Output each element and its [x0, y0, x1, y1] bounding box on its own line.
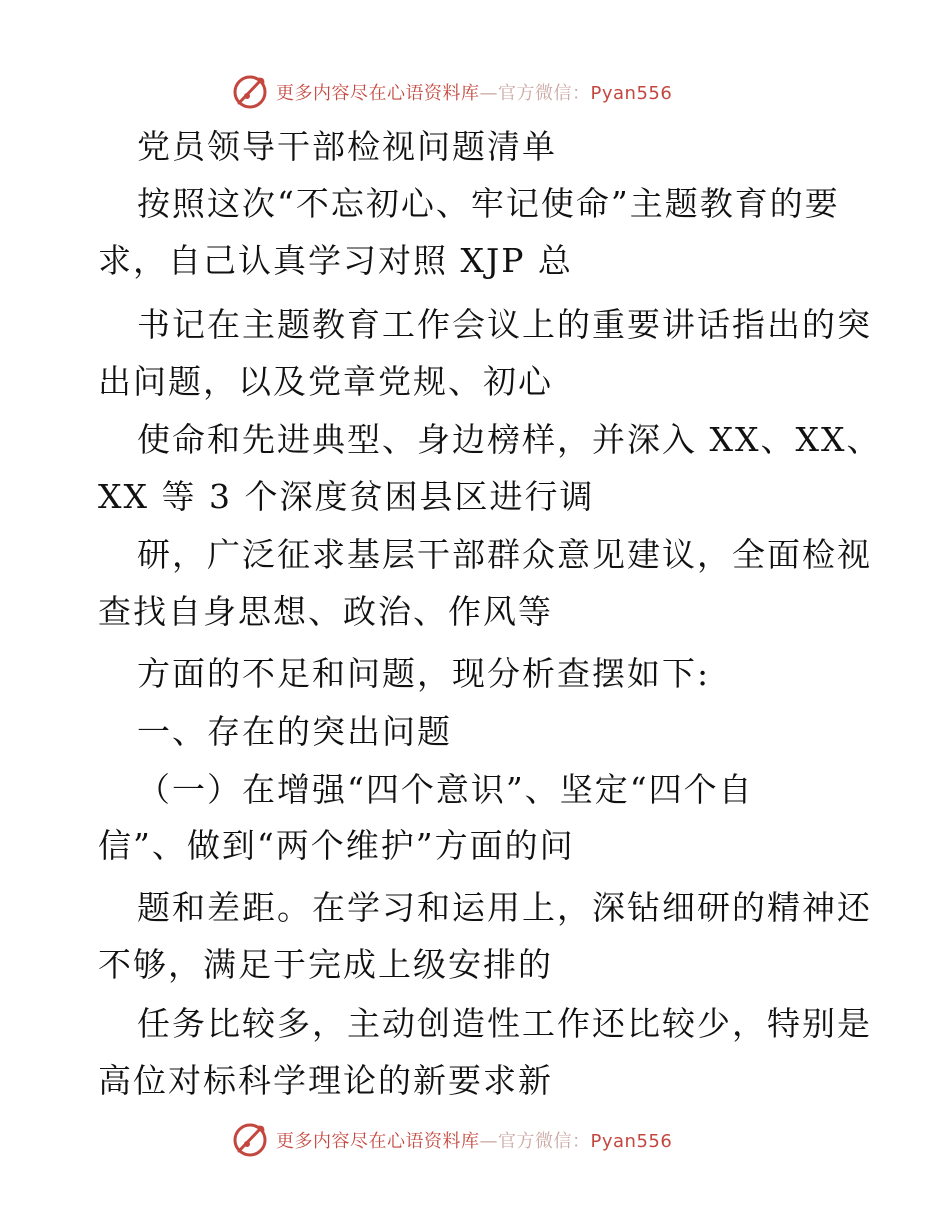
paragraph-line: 高位对标科学理论的新要求新: [98, 1061, 553, 1100]
paragraph-line: 题和差距。在学习和运用上，深钻细研的精神还: [137, 888, 872, 927]
paragraph-line: 使命和先进典型、身边榜样，并深入 XX、XX、: [137, 420, 882, 459]
paragraph-line: 查找自身思想、政治、作风等: [98, 592, 553, 631]
paragraph-line: 研，广泛征求基层干部群众意见建议，全面检视: [137, 535, 872, 574]
watermark-header: [230, 70, 750, 114]
watermark-wechat-id: Pyan556: [590, 1131, 673, 1152]
paragraph-line: 不够，满足于完成上级安排的: [98, 945, 553, 984]
subsection-heading: （一）在增强“四个意识”、坚定“四个自: [137, 770, 754, 809]
watermark-wechat-label: 官方微信：: [498, 1131, 591, 1152]
watermark-slogan: 更多内容尽在心语资料库: [276, 83, 480, 104]
watermark-footer: [230, 1118, 750, 1162]
watermark-separator: —: [479, 83, 498, 104]
quill-seal-icon: [230, 1120, 270, 1160]
paragraph-line: 按照这次“不忘初心、牢记使命”主题教育的要: [137, 184, 840, 223]
paragraph-line: 出问题，以及党章党规、初心: [98, 362, 553, 401]
watermark-text: [276, 79, 672, 105]
paragraph-line: XX 等 3 个深度贫困县区进行调: [98, 477, 595, 516]
paragraph-line: 方面的不足和问题，现分析查摆如下:: [137, 654, 711, 693]
watermark-slogan: 更多内容尽在心语资料库: [276, 1131, 480, 1152]
watermark-separator: —: [479, 1131, 498, 1152]
quill-seal-icon: [230, 72, 270, 112]
watermark-text: [276, 1127, 672, 1153]
watermark-wechat-label: 官方微信：: [498, 83, 591, 104]
paragraph-line: 书记在主题教育工作会议上的重要讲话指出的突: [137, 305, 872, 344]
paragraph-line: 求，自己认真学习对照 XJP 总: [98, 241, 573, 280]
watermark-wechat-id: Pyan556: [590, 83, 673, 104]
paragraph-line: 信”、做到“两个维护”方面的问: [98, 826, 575, 865]
document-title: 党员领导干部检视问题清单: [137, 127, 557, 166]
paragraph-line: 任务比较多，主动创造性工作还比较少，特别是: [137, 1004, 872, 1043]
section-heading: 一、存在的突出问题: [137, 712, 452, 751]
